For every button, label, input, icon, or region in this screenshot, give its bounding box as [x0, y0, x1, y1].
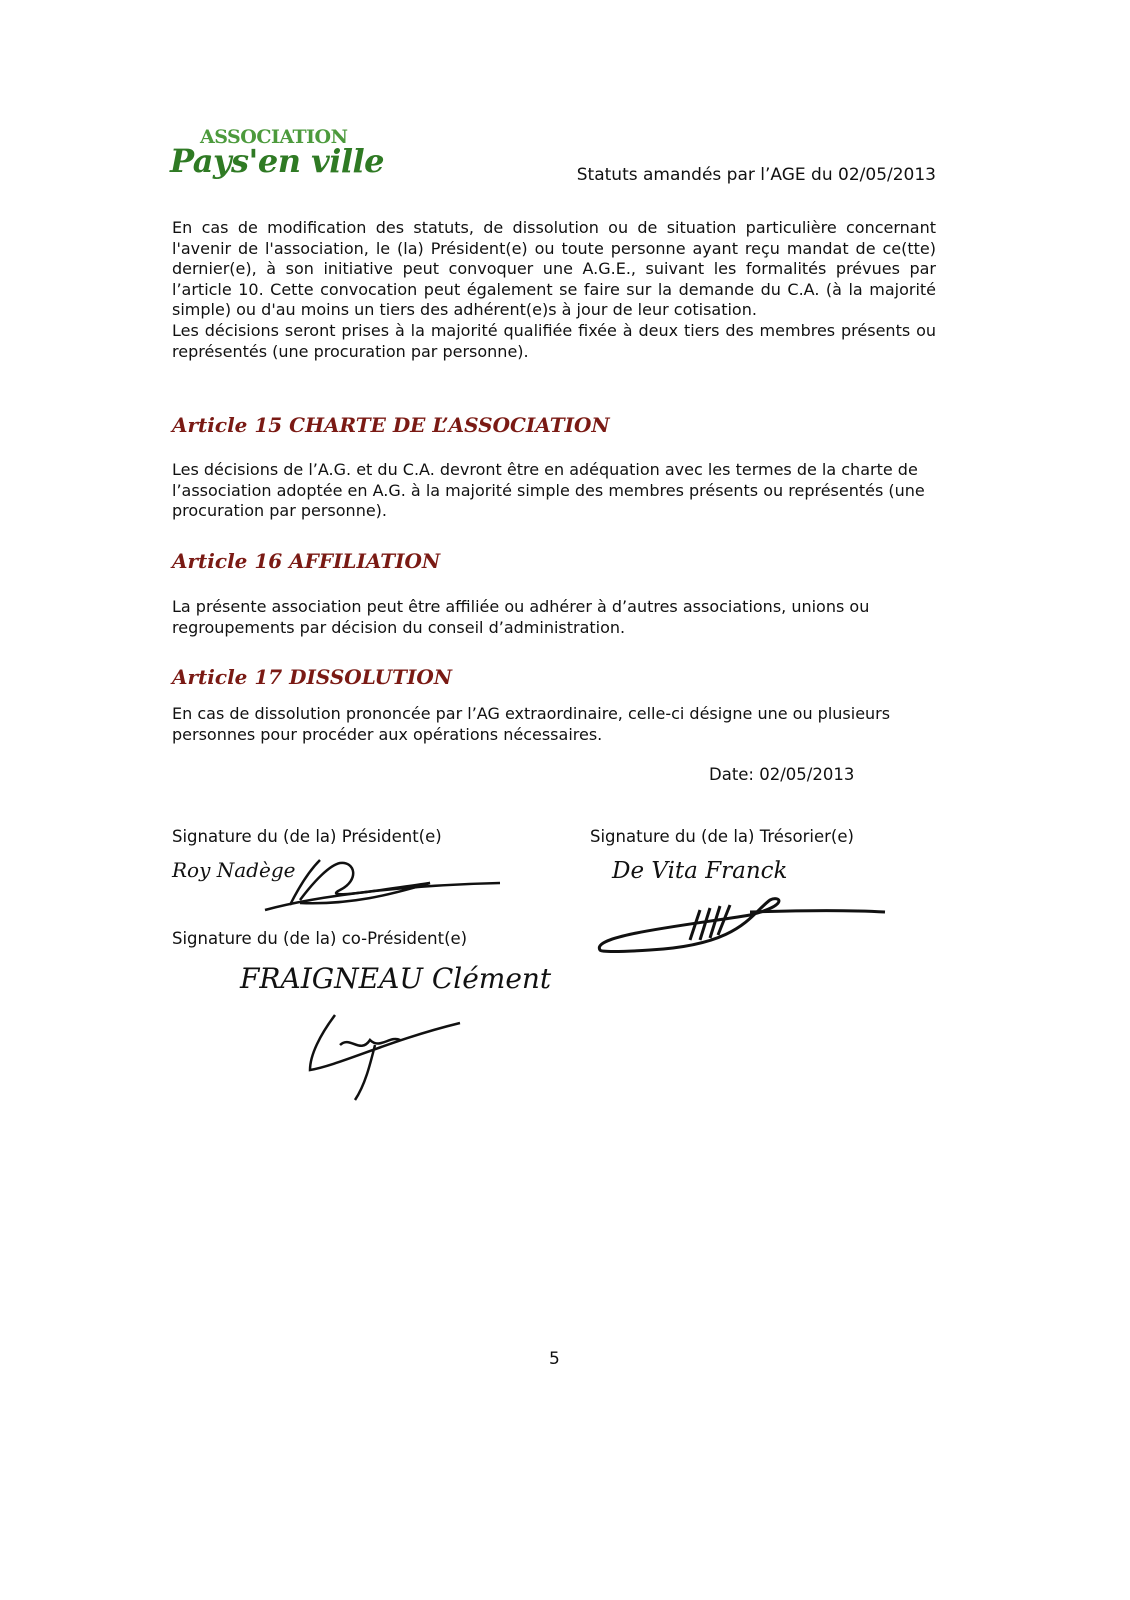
document-subtitle: Statuts amandés par l’AGE du 02/05/2013 [576, 165, 936, 185]
article-15-body: Les décisions de l’A.G. et du C.A. devront être en adéquation avec les termes de la charte de l’association adoptée en A.G. à la majorité simple des membres présents ou représentés (une procuration par personne). [172, 460, 925, 521]
logo-association: ASSOCIATION [200, 126, 348, 148]
intro-text [172, 218, 936, 362]
copresident-signature-label: Signature du (de la) co-Président(e) [172, 929, 468, 948]
logo-name: Pays'en ville [170, 142, 385, 180]
page-number: 5 [549, 1349, 560, 1369]
president-signature-label: Signature du (de la) Président(e) [172, 827, 442, 846]
intro-paragraph-2: Les décisions seront prises à la majorité qualifiée fixée à deux tiers des membres présents ou représentés (une procuration par personne). [172, 320, 936, 361]
president-signature [260, 855, 510, 915]
article-16-title: Article 16 AFFILIATION [172, 549, 441, 573]
treasurer-handwritten-name: De Vita Franck [612, 858, 788, 884]
president-handwritten-name: Roy Nadège [172, 858, 296, 882]
date-line: Date: 02/05/2013 [709, 765, 855, 784]
article-16-body: La présente association peut être affiliée ou adhérer à d’autres associations, unions ou regroupements par décision du conseil d’administration. [172, 597, 870, 637]
treasurer-signature-label: Signature du (de la) Trésorier(e) [590, 827, 854, 846]
article-15-title: Article 15 CHARTE DE L’ASSOCIATION [172, 413, 610, 437]
copresident-signature [300, 1005, 470, 1105]
copresident-handwritten-name: FRAIGNEAU Clément [240, 962, 552, 995]
article-17-body: En cas de dissolution prononcée par l’AG extraordinaire, celle-ci désigne une ou plusieurs personnes pour procéder aux opérations nécessaires. [172, 704, 891, 744]
intro-paragraph-1: En cas de modification des statuts, de dissolution ou de situation particulière concernant l'avenir de l'association, le (la) Président(e) ou toute personne ayant reçu mandat de ce(tte) dernier(e), à son initiative peut convoquer une A.G.E., suivant les formalités prévues par l’article 10. Cette convocation peut également se faire sur la demande du C.A. (à la majorité simple) ou d'au moins un tiers des adhérent(e)s à jour de leur cotisation. [172, 218, 936, 320]
treasurer-signature [590, 890, 890, 960]
article-17-title: Article 17 DISSOLUTION [172, 665, 453, 689]
